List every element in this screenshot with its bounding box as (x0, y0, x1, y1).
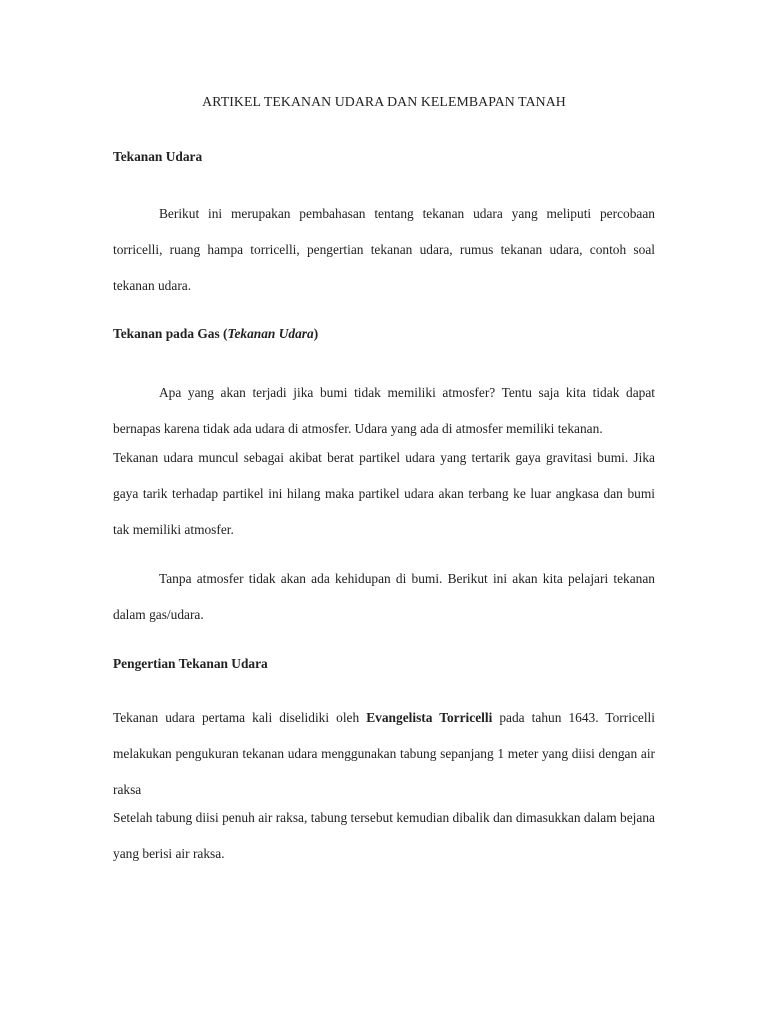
heading-text-end: ) (313, 326, 319, 342)
document-page (113, 92, 655, 872)
paragraph-intro: Berikut ini merupakan pembahasan tentang tekanan udara yang meliputi percobaan torricelli, ruang hampa torricelli, pengertian tekanan udara, rumus tekanan udara, contoh soal tekanan udara. (113, 206, 655, 293)
paragraph-atmosfer: Apa yang akan terjadi jika bumi tidak memiliki atmosfer? Tentu saja kita tidak dapat bernapas karena tidak ada udara di atmosfer. Udara yang ada di atmosfer memiliki tekanan. (113, 385, 655, 437)
paragraph-text: Tekanan udara pertama kali diselidiki oleh (113, 709, 367, 725)
paragraph-kehidupan: Tanpa atmosfer tidak akan ada kehidupan di bumi. Berikut ini akan kita pelajari tekanan dalam gas/udara. (113, 571, 655, 623)
section-heading-pengertian: Pengertian Tekanan Udara (113, 655, 268, 671)
paragraph-gravitasi: Tekanan udara muncul sebagai akibat berat partikel udara yang tertarik gaya gravitasi bumi. Jika gaya tarik terhadap partikel ini hilang maka partikel udara akan terbang ke luar angkasa dan bumi tak memiliki atmosfer. (113, 449, 655, 537)
paragraph-text-end: pada tahun 1643. Torricelli melakukan pengukuran tekanan udara menggunakan tabung sepanjang 1 meter yang diisi dengan air raksa (113, 709, 655, 797)
paragraph-bejana: Setelah tabung diisi penuh air raksa, tabung tersebut kemudian dibalik dan dimasukkan dalam bejana yang berisi air raksa. (113, 810, 655, 862)
name-torricelli: Evangelista Torricelli (366, 709, 493, 725)
paragraph-torricelli (113, 700, 655, 807)
heading-italic-text: Tekanan Udara (227, 326, 314, 342)
heading-text: Tekanan pada Gas ( (113, 326, 228, 342)
section-heading-tekanan-pada-gas (113, 324, 655, 344)
section-heading-tekanan-udara: Tekanan Udara (113, 149, 203, 164)
document-title: ARTIKEL TEKANAN UDARA DAN KELEMBAPAN TANAH (202, 94, 566, 109)
